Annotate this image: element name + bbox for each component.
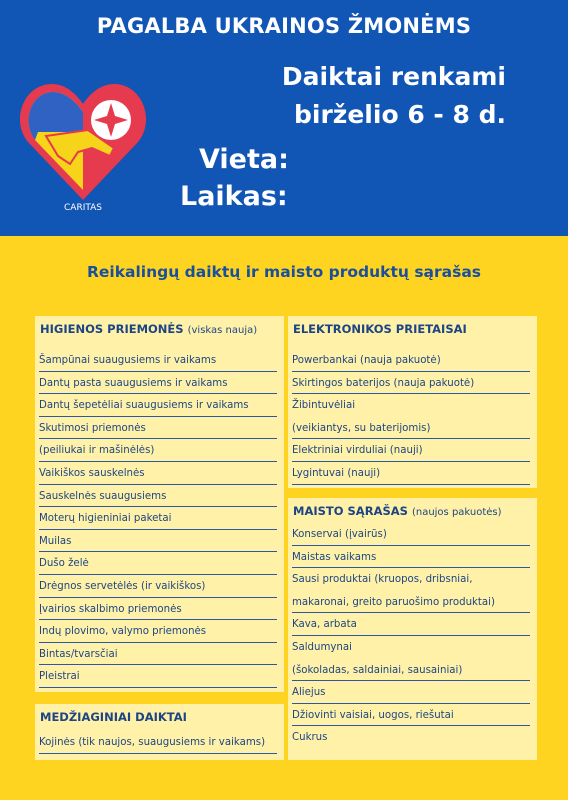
food-title: MAISTO SĄRAŠAS: [293, 504, 408, 518]
list-item: Aliejus: [292, 681, 530, 704]
list-item: Šampūnai suaugusiems ir vaikams: [39, 349, 277, 372]
list-item: Kojinės (tik naujos, suaugusiems ir vaikams): [39, 731, 277, 754]
list-item: Cukrus: [292, 732, 328, 744]
list-item: Powerbankai (nauja pakuotė): [292, 349, 530, 372]
electronics-title: ELEKTRONIKOS PRIETAISAI: [293, 322, 467, 336]
time-label: Laikas:: [180, 181, 288, 212]
list-item: Saldumynai: [292, 641, 352, 653]
list-item: (šokoladas, saldainiai, sausainiai): [292, 659, 530, 682]
textile-list: [39, 731, 277, 754]
textile-panel: [35, 704, 284, 760]
list-item: Vaikiškos sauskelnės: [39, 462, 277, 485]
list-item: Dantų pasta suaugusiems ir vaikams: [39, 372, 277, 395]
caritas-heart-logo: [18, 72, 148, 204]
list-item: Drėgnos servetėlės (ir vaikiškos): [39, 575, 277, 598]
electronics-list: [292, 349, 530, 485]
list-item: Žibintuvėliai: [292, 400, 356, 412]
list-item: Moterų higieniniai paketai: [39, 507, 277, 530]
hygiene-heading: [35, 316, 284, 336]
hygiene-title: HIGIENOS PRIEMONĖS: [40, 322, 184, 336]
hygiene-list: [39, 349, 277, 688]
hygiene-panel: [35, 316, 284, 692]
list-item: Muilas: [39, 530, 277, 553]
electronics-panel: [288, 316, 537, 488]
collection-dates: [282, 58, 506, 134]
list-item: Lygintuvai (nauji): [292, 462, 530, 485]
food-panel: [288, 498, 537, 760]
list-item: Džiovinti vaisiai, uogos, riešutai: [292, 704, 530, 727]
food-list: [292, 523, 530, 749]
dates-line-1: Daiktai renkami: [281, 62, 506, 91]
list-item: Kava, arbata: [292, 613, 530, 636]
list-item: Įvairios skalbimo priemonės: [39, 598, 277, 621]
list-item: (peiliukai ir mašinėlės): [39, 439, 277, 462]
list-item: (veikiantys, su baterijomis): [292, 417, 530, 440]
list-item: Konservai (įvairūs): [292, 523, 530, 546]
list-item: Bintas/tvarsčiai: [39, 643, 277, 666]
dates-line-2: birželio 6 - 8 d.: [294, 100, 506, 129]
list-item: Pleistrai: [39, 665, 277, 688]
food-heading: [288, 498, 537, 518]
list-item: Sausi produktai (kruopos, dribsniai,: [292, 574, 473, 586]
list-item: Sauskelnės suaugusiems: [39, 485, 277, 508]
list-item: Dušo želė: [39, 552, 277, 575]
list-item: Indų plovimo, valymo priemonės: [39, 620, 277, 643]
hygiene-note: (viskas nauja): [187, 325, 258, 336]
list-item: Dantų šepetėliai suaugusiems ir vaikams: [39, 394, 277, 417]
textile-title: MEDŽIAGINIAI DAIKTAI: [40, 710, 187, 724]
list-item: Skirtingos baterijos (nauja pakuotė): [292, 372, 530, 395]
logo-caption: CARITAS: [64, 203, 103, 213]
list-item: makaronai, greito paruošimo produktai): [292, 591, 530, 614]
list-item: Elektriniai virduliai (nauji): [292, 439, 530, 462]
food-note: (naujos pakuotės): [411, 507, 502, 518]
place-label: Vieta:: [199, 144, 289, 175]
list-subtitle: Reikalingų daiktų ir maisto produktų sąrašas: [86, 263, 482, 281]
list-item: Skutimosi priemonės: [39, 417, 277, 440]
list-item: Maistas vaikams: [292, 546, 530, 569]
page-title: PAGALBA UKRAINOS ŽMONĖMS: [96, 14, 472, 38]
